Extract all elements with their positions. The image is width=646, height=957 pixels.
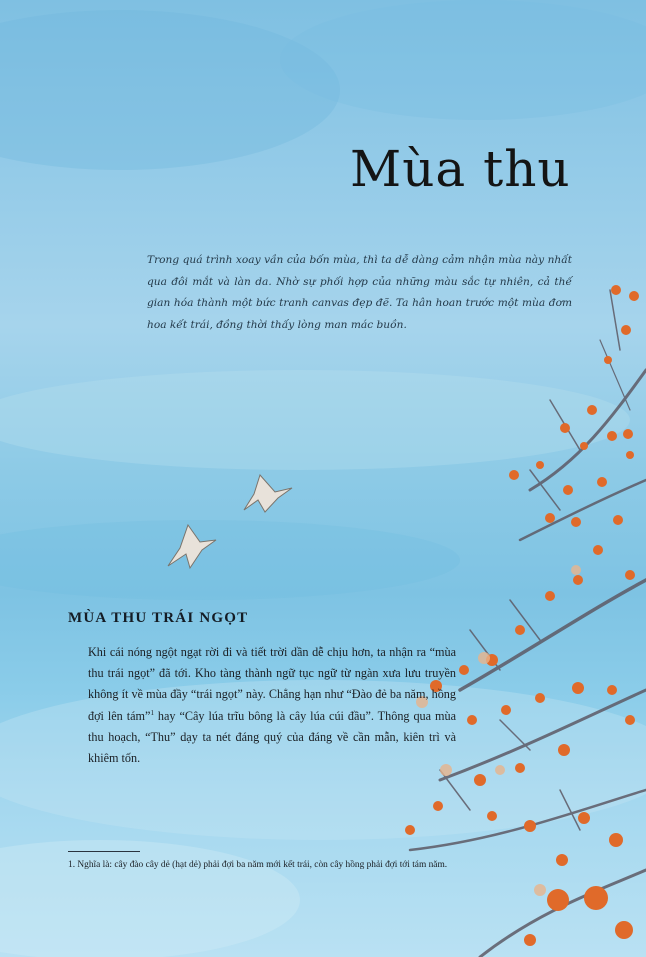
intro-paragraph: Trong quá trình xoay vần của bốn mùa, thì ta dễ dàng cảm nhận mùa này nhất qua đôi mắt và làn da. Nhờ sự phối hợp của những màu sắc tự nhiên, cả thế gian hóa thành một bức tranh canvas đẹp đẽ. Ta hân hoan trước một mùa đơm hoa kết trái, đồng thời thấy lòng man mác buồn. [147,254,572,331]
footnote: 1. Nghĩa là: cây đào cây dẻ (hạt dẻ) phải đợi ba năm mới kết trái, còn cây hồng phải đợi tới tám năm. [68,860,448,870]
body-text-part-2: hay “Cây lúa trĩu bông là cây lúa cúi đầu”. Thông qua mùa thu hoạch, “Thu” dạy ta nét đáng quý của đáng về cần mẫn, kiên trì và khiêm tốn. [88,708,457,766]
flying-birds-illustration [160,450,300,580]
section-heading: MÙA THU TRÁI NGỌT [68,610,249,626]
footnote-reference: 1 [150,708,154,717]
persimmon-tree-illustration [380,250,646,957]
body-text-part-1: Khi cái nóng ngột ngạt rời đi và tiết trời dần dễ chịu hơn, ta nhận ra “mùa thu trái ngọt” đã tới. Kho tàng thành ngữ tục ngữ từ ngàn xưa lưu truyền không ít về mùa đầy “trái ngọt” này. Chẳng hạn như “Đào đẻ ba năm, hồng đợi lên tám” [88,645,456,723]
footnote-divider [68,851,140,852]
section-body [88,642,456,769]
page-title: Mùa thu [350,140,571,198]
